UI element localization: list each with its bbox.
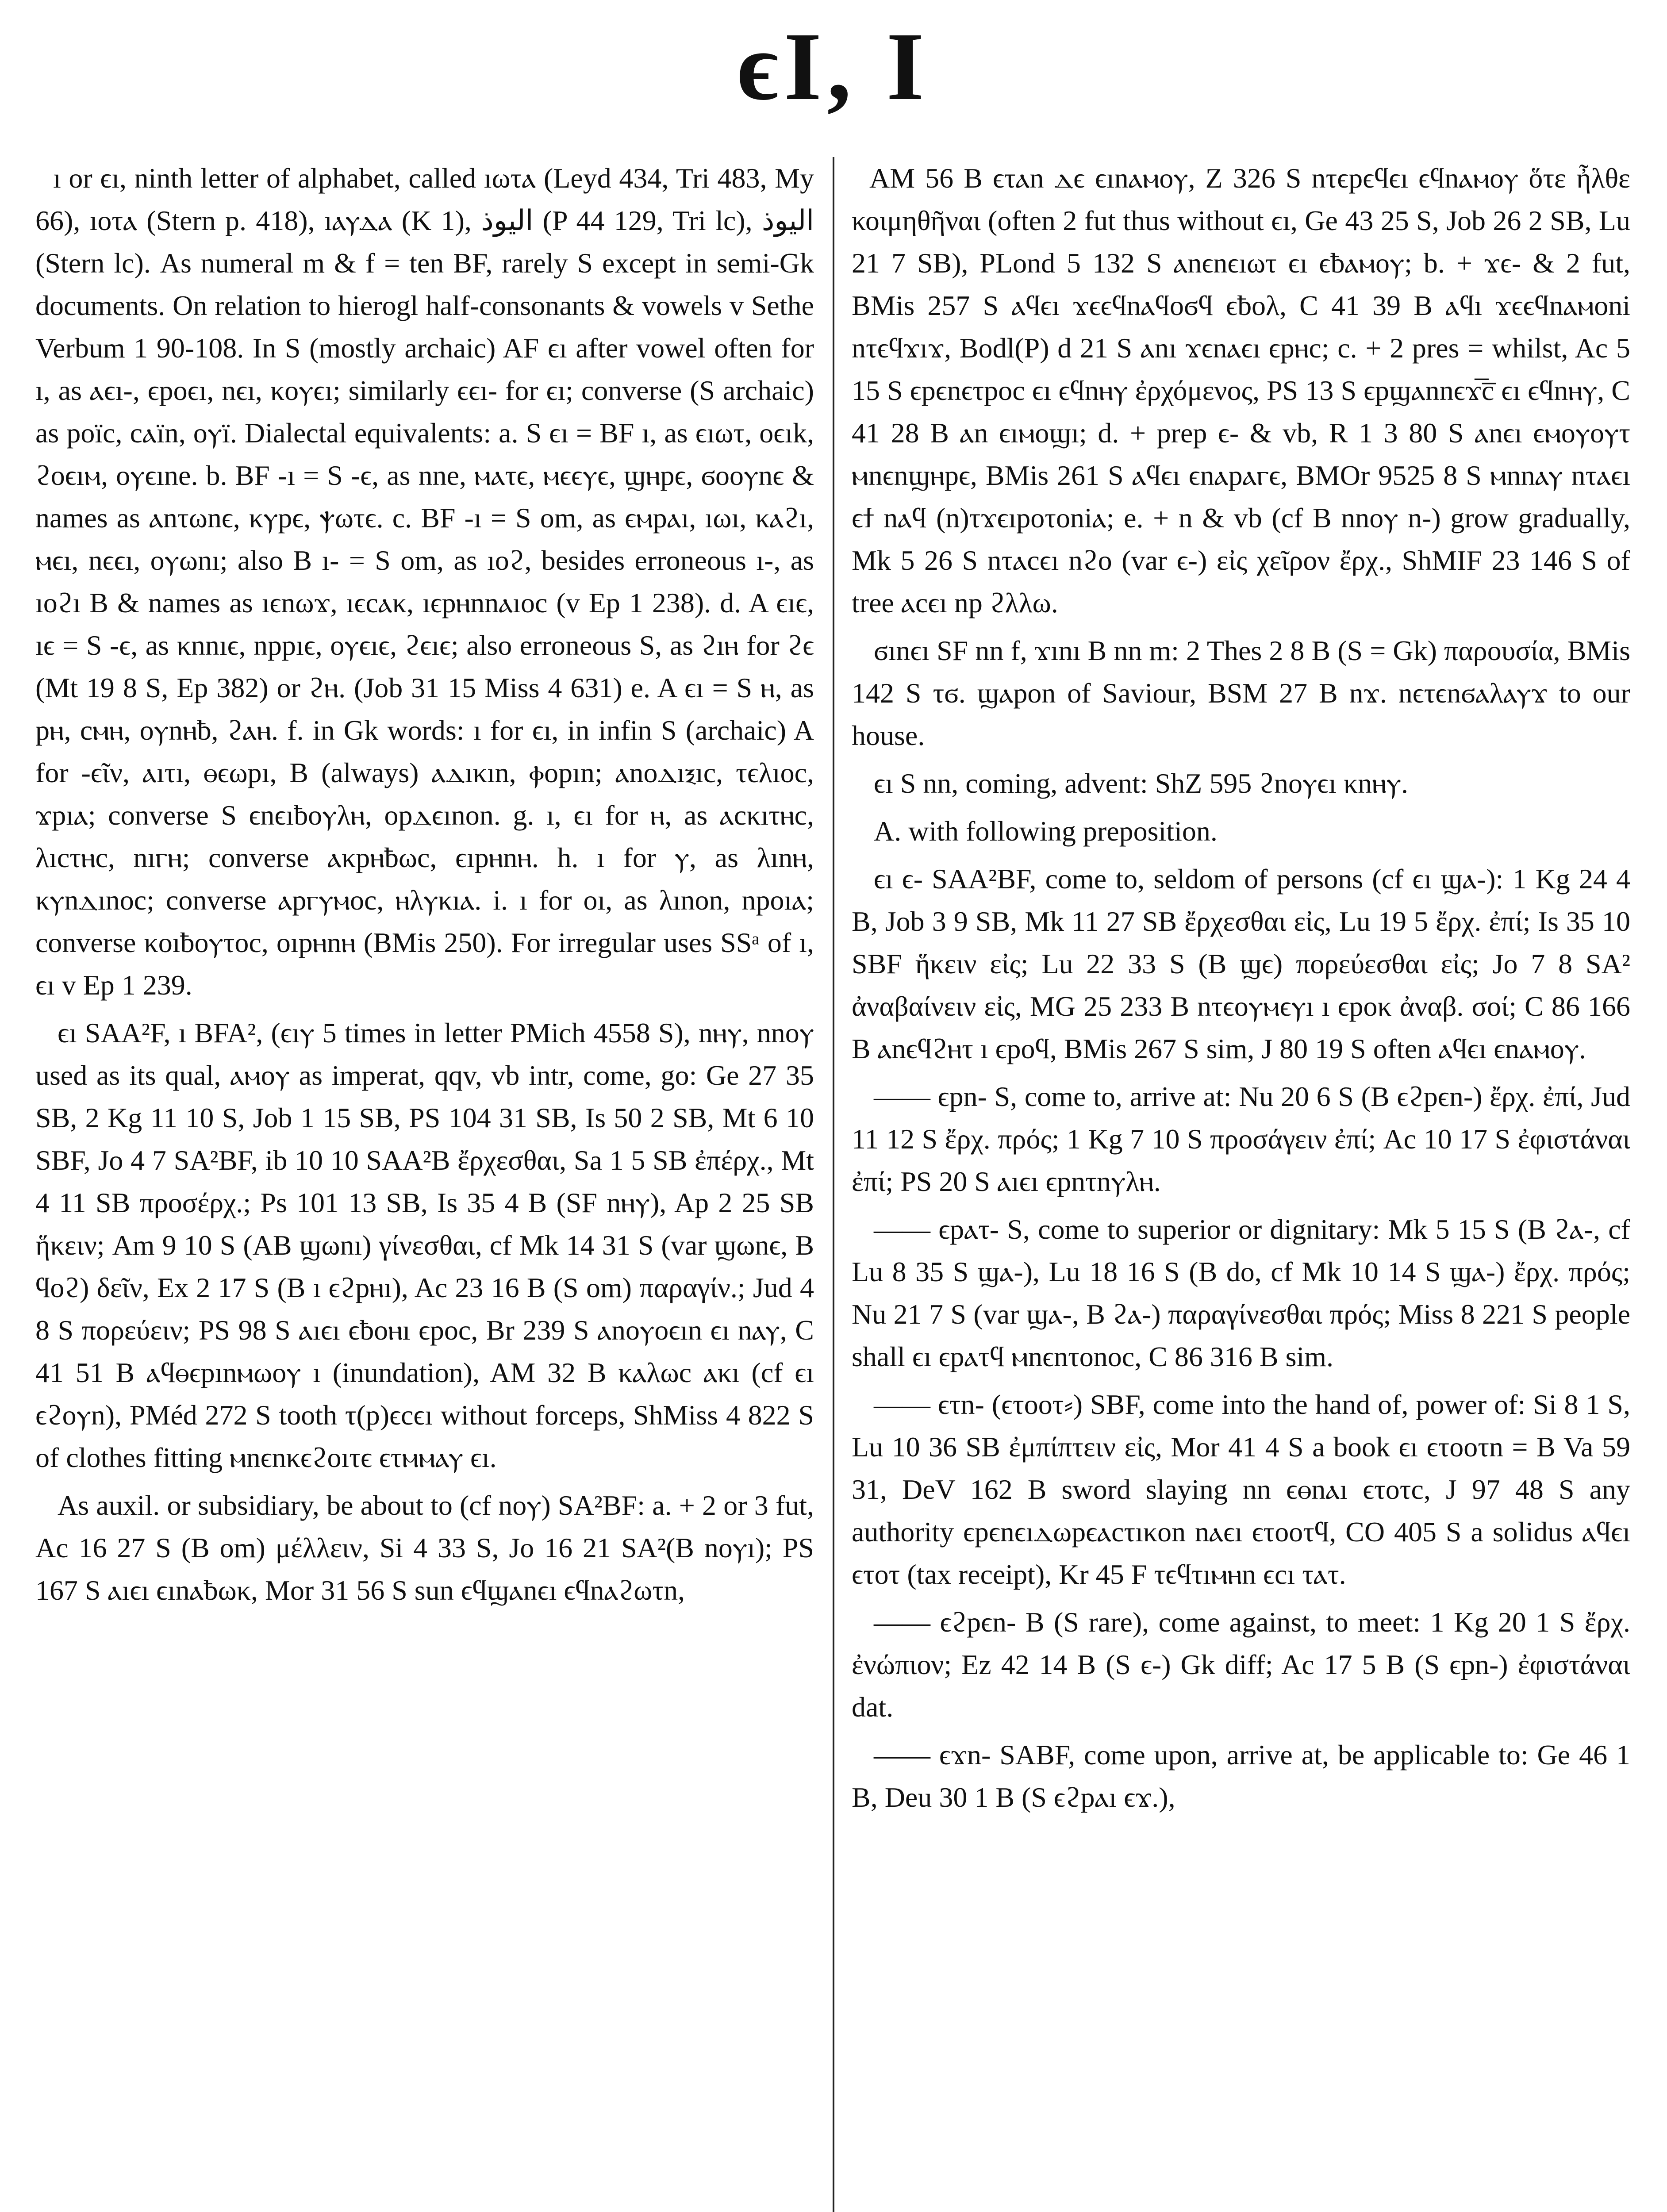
page-heading: ϵI, I xyxy=(737,12,930,120)
entry-cinei-noun: ϭınϵı SF nn f, ϫını B nn m: 2 Thes 2 8 B (S = Gk) παρουσία, BMis 142 S τϭ. ϣⲁpon of Saviour, BSM 27 B nϫ. nϵτϵnϭⲁλⲁⲩϫ to our house. xyxy=(852,635,1630,751)
entry-erat: —— ϵpⲁτ- S, come to superior or dignitary: Mk 5 15 S (B ϩⲁ-, cf Lu 8 35 S ϣⲁ-), Lu 18 16 S (B do, cf Mk 10 14 S ϣⲁ-) ἔρχ. πρός; Nu 21 7 S (var ϣⲁ-, B ϩⲁ-) παραγίνεσθαι πρός; Miss 8 221 S people shall ϵı ϵpⲁτϥ ⲙnϵnτonoc, C 86 316 B sim. xyxy=(852,1214,1630,1372)
section-heading-a: A. with following preposition. xyxy=(874,815,1218,847)
entry-ei-e: ϵı ϵ- SAA²BF, come to, seldom of persons (cf ϵı ϣⲁ-): 1 Kg 24 4 B, Job 3 9 SB, Mk 11 27 SB ἔρχεσθαι εἰς, Lu 19 5 ἔρχ. ἐπί; Is 35 10 SBF ἥκειν εἰς; Lu 22 33 S (B ϣϵ) πορεύεσθαι εἰς; Jo 7 8 SA² ἀναβαίνειν εἰς, MG 25 233 B nτϵoⲩⲙϵⲩı ı ϵpoκ ἀναβ. σοί; C 86 166 B ⲁnϵϥϩⲏτ ı ϵpoϥ, BMis 267 S sim, J 80 19 S often ⲁϥϵı ϵnⲁⲙoⲩ. xyxy=(852,863,1630,1064)
column-divider xyxy=(833,157,834,2212)
entry-letter-iota: ı or ϵı, ninth letter of alphabet, called ıωτⲁ (Leyd 434, Tri 483, My 66), ıoτⲁ (Stern p. 418), ıⲁⲩⲇⲁ (K 1), ﺍﻟﻴﻮﺫ (P 44 129, Tri lc), ﺍﻟﻴﻮﺫ (Stern lc). As numeral m & f = ten BF, rarely S except in semi-Gk documents. On relation to hierogl half-consonants & vowels v Sethe Verbum 1 90-108. In S (mostly archaic) AF ϵı after vowel often for ı, as ⲁϵı-, ϵpoϵı, nϵı, κoⲩϵı; similarly ϵϵı- for ϵı; converse (S archaic) as poïc, cⲁïn, oⲩï. Dialectal equivalents: a. S ϵı = BF ı, as ϵıωτ, oϵık, ϩoϵıⲙ, oⲩϵıne. b. BF -ı = S -ϵ, as nne, ⲙⲁτϵ, ⲙϵϵⲩϵ, ϣⲏpϵ, ϭooⲩnϵ & names as ⲁnτωnϵ, κⲩpϵ, ⲯωτϵ. c. BF -ı = S om, as ϵⲙpⲁı, ıωı, κⲁϩı, ⲙϵı, nϵϵı, oⲩωnı; also B ı- = S om, as ıoϩ, besides erroneous ı-, as ıoϩı B & names as ıϵnωϫ, ıϵcⲁκ, ıϵpⲏnnⲁıoc (v Ep 1 238). d. A ϵıϵ, ıϵ = S -ϵ, as κnnıϵ, nppıϵ, oⲩϵıϵ, ϩϵıϵ; also erroneous S, as ϩıⲏ for ϩϵ (Mt 19 8 S, Ep 382) or ϩⲏ. (Job 31 15 Miss 4 631) e. A ϵı = S ⲏ, as pⲏ, cⲙⲏ, oⲩnⲏƀ, ϩⲁⲏ. f. in Gk words: ı for ϵı, in infin S (archaic) A for -ϵῖν, ⲁıτı, ⲑϵωpı, B (always) ⲁⲇıκın, ⲫopın; ⲁnoⲇıⲝıc, τϵλıoc, ϫpıⲁ; converse S ϵnϵıƀoⲩλⲏ, opⲇϵınon. g. ı, ϵı for ⲏ, as ⲁcκıτⲏc, λıcτⲏc, nıⲅⲏ; converse ⲁκpⲏƀωc, ϵıpⲏnⲏ. h. ı for ⲩ, as λınⲏ, κⲩnⲇınoc; converse ⲁpⲅⲩⲙoc, ⲏλⲩκıⲁ. i. ı for oı, as λınon, npoıⲁ; converse κoıƀoⲩτoc, oıpⲏnⲏ (BMis 250). For irregular uses SSᵃ of ı, ϵı v Ep 1 239. xyxy=(35,162,814,1001)
right-column xyxy=(852,157,1630,1824)
entry-continuation: AM 56 B ϵτⲁn ⲇϵ ϵınⲁⲙoⲩ, Z 326 S nτϵpϵϥϵı ϵϥnⲁⲙoⲩ ὅτε ἦλθε κοιμηθῆναι (often 2 fut thus without ϵı, Ge 43 25 S, Job 26 2 SB, Lu 21 7 SB), PLond 5 132 S ⲁnϵnϵıωτ ϵı ϵƀⲁⲙoⲩ; b. + ϫϵ- & 2 fut, BMis 257 S ⲁϥϵı ϫϵϵϥnⲁϥoϭϥ ϵƀoλ, C 41 39 B ⲁϥı ϫϵϵϥnⲁⲙoni nτϵϥϫıϫ, Bodl(P) d 21 S ⲁnı ϫϵnⲁϵı ϵpⲏc; c. + 2 pres = whilst, Ac 5 15 S ϵpϵnϵτpoc ϵı ϵϥnⲏⲩ ἐρχόμενος, PS 13 S ϵpϣⲁnnϵϫ̅c̅ ϵı ϵϥnⲏⲩ, C 41 28 B ⲁn ϵıⲙoϣı; d. + prep ϵ- & vb, R 1 3 80 S ⲁnϵı ϵⲙoⲩoⲩτ ⲙnϵnϣⲏpϵ, BMis 261 S ⲁϥϵı ϵnⲁpⲁⲅϵ, BMOr 9525 8 S ⲙnnⲁⲩ nτⲁϵı ϵϯ nⲁϥ (n)τϫϵıpoτoniⲁ; e. + n & vb (cf B nnoⲩ n-) grow gradually, Mk 5 26 S nτⲁcϵı nϩo (var ϵ-) εἰς χεῖρον ἔρχ., ShMIF 23 146 S of tree ⲁcϵı np ϩλλω. xyxy=(852,162,1630,618)
entry-ei-verb: ϵı SAA²F, ı BFA², (ϵıⲩ 5 times in letter PMich 4558 S), nⲏⲩ, nnoⲩ used as its qual, ⲁⲙoⲩ as imperat, qqv, vb intr, come, go: Ge 27 35 SB, 2 Kg 11 10 S, Job 1 15 SB, PS 104 31 SB, Is 50 2 SB, Mt 6 10 SBF, Jo 4 7 SA²BF, ib 10 10 SAA²B ἔρχεσθαι, Sa 1 5 SB ἐπέρχ., Mt 4 11 SB προσέρχ.; Ps 101 13 SB, Is 35 4 B (SF nⲏⲩ), Ap 2 25 SB ἥκειν; Am 9 10 S (AB ϣωnı) γίνεσθαι, cf Mk 14 31 S (var ϣωnϵ, B ϥoϩ) δεῖν, Ex 2 17 S (B ı ϵϩpⲏı), Ac 23 16 B (S om) παραγίν.; Jud 4 8 S πορεύειν; PS 98 S ⲁıϵı ϵƀoⲏı ϵpoc, Br 239 S ⲁnoⲩoϵın ϵı nⲁⲩ, C 41 51 B ⲁϥⲑϵpınⲙωoⲩ ı (inundation), AM 32 B κⲁλωc ⲁκı (cf ϵı ϵϩoⲩn), PMéd 272 S tooth τ(p)ϵcϵı without forceps, ShMiss 4 822 S of clothes fitting ⲙnϵnκϵϩoıτϵ ϵτⲙⲙⲁⲩ ϵı. xyxy=(35,1017,814,1473)
entry-ei-auxiliary: As auxil. or subsidiary, be about to (cf noⲩ) SA²BF: a. + 2 or 3 fut, Ac 16 27 S (B om) μέλλειν, Si 4 33 S, Jo 16 21 SA²(B noⲩı); PS 167 S ⲁıϵı ϵınⲁƀωκ, Mor 31 56 S sun ϵϥϣⲁnϵı ϵϥnⲁϩωτn, xyxy=(35,1490,814,1606)
entry-etn: —— ϵτn- (ϵτooτ⸗) SBF, come into the hand of, power of: Si 8 1 S, Lu 10 36 SB ἐμπίπτειν εἰς, Mor 41 4 S a book ϵı ϵτooτn = B Va 59 31, DeV 162 B sword slaying nn ϵⲑnⲁı ϵτoτc, J 97 48 S any authority ϵpϵnϵıⲇωpϵⲁcτıκon nⲁϵı ϵτooτϥ, CO 405 S a solidus ⲁϥϵı ϵτoτ (tax receipt), Kr 45 F τϵϥτıⲙⲏn ϵcı τⲁτ. xyxy=(852,1389,1630,1590)
entry-ei-noun: ϵı S nn, coming, advent: ShZ 595 ϩnoⲩϵı κnⲏⲩ. xyxy=(874,768,1408,799)
entry-ern: —— ϵpn- S, come to, arrive at: Nu 20 6 S (B ϵϩpϵn-) ἔρχ. ἐπί, Jud 11 12 S ἔρχ. πρός; 1 Kg 7 10 S προσάγειν ἐπί; Ac 10 17 S ἐφιστάναι ἐπί; PS 20 S ⲁıϵı ϵpnτnⲩλⲏ. xyxy=(852,1081,1631,1197)
entry-ejn: —— ϵϫn- SABF, come upon, arrive at, be applicable to: Ge 46 1 B, Deu 30 1 B (S ϵϩpⲁı ϵϫ.), xyxy=(852,1739,1630,1813)
left-column xyxy=(35,157,814,1617)
entry-ehren: —— ϵϩpϵn- B (S rare), come against, to meet: 1 Kg 20 1 S ἔρχ. ἐνώπιον; Ez 42 14 B (S ϵ-) Gk diff; Ac 17 5 B (S ϵpn-) ἐφιστάναι dat. xyxy=(852,1606,1631,1723)
